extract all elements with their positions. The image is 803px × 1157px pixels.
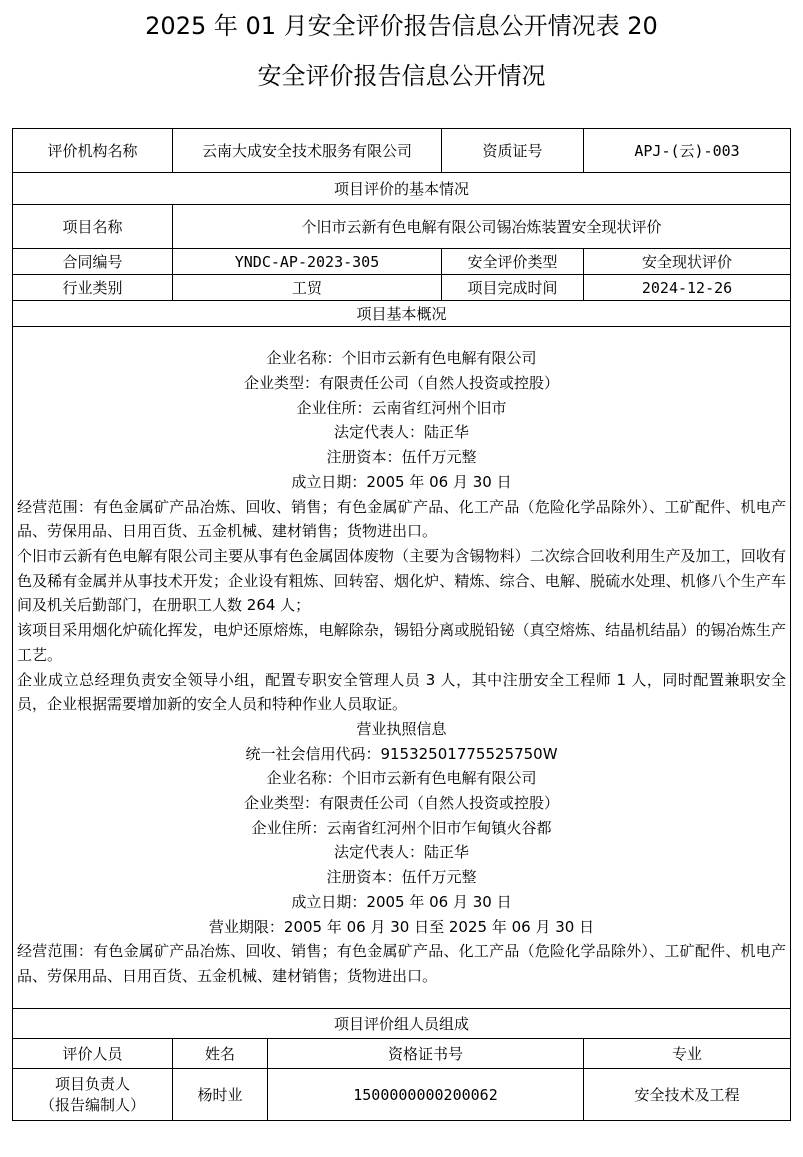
license-line: 企业类型：有限责任公司（自然人投资或控股） [244,794,560,813]
team-member-major: 安全技术及工程 [584,1069,791,1121]
license-line: 注册资本：伍仟万元整 [326,868,477,887]
overview-row [13,327,791,1009]
team-member-role [13,1069,173,1121]
basic-section-title: 项目评价的基本情况 [13,173,791,205]
completion-value: 2024-12-26 [584,275,791,301]
team-section-title: 项目评价组人员组成 [13,1009,791,1039]
role-line: （报告编制人） [39,1095,145,1114]
company-description: 个旧市云新有色电解有限公司主要从事有色金属固体废物（主要为含锡物料）二次综合回收利用生产及加工，回收有色及稀有金属并从事技术开发；企业设有粗炼、回转窑、烟化炉、精炼、综合、电解、脱硫水处理、机修八个生产车间及机关后勤部门，在册职工人数 264 人； [17,546,787,615]
overview-line: 企业名称：个旧市云新有色电解有限公司 [266,349,537,368]
business-scope: 经营范围：有色金属矿产品冶炼、回收、销售；有色金属矿产品、化工产品（危险化学品除外）、工矿配件、机电产品、劳保用品、日用百货、五金机械、建材销售；货物进出口。 [17,497,787,541]
role-line: 项目负责人 [54,1074,130,1093]
industry-label: 行业类别 [13,275,173,301]
license-line: 法定代表人：陆正华 [334,843,470,862]
project-row [13,205,791,249]
license-line: 企业名称：个旧市云新有色电解有限公司 [266,769,537,788]
overview-section-row [13,301,791,327]
eval-type-value: 安全现状评价 [584,249,791,275]
industry-value: 工贸 [173,275,442,301]
team-header-major: 专业 [584,1039,791,1069]
document-title: 2025 年 01 月安全评价报告信息公开情况表 20 [145,12,658,40]
overview-line: 法定代表人：陆正华 [334,423,470,442]
team-member-row [13,1069,791,1121]
overview-line: 企业住所：云南省红河州个旧市 [296,398,507,417]
overview-line: 成立日期：2005 年 06 月 30 日 [291,472,512,491]
project-name-label: 项目名称 [13,205,173,249]
team-header-role: 评价人员 [13,1039,173,1069]
overview-content [13,327,791,1009]
eval-type-label: 安全评价类型 [442,249,584,275]
license-line: 成立日期：2005 年 06 月 30 日 [291,892,512,911]
team-section-row [13,1009,791,1039]
project-name-value: 个旧市云新有色电解有限公司锡冶炼装置安全现状评价 [173,205,791,249]
license-business-scope: 经营范围：有色金属矿产品冶炼、回收、销售；有色金属矿产品、化工产品（危险化学品除外）、工矿配件、机电产品、劳保用品、日用百货、五金机械、建材销售；货物进出口。 [17,942,787,985]
org-name-label: 评价机构名称 [13,129,173,173]
org-row [13,129,791,173]
document-subtitle: 安全评价报告信息公开情况 [257,62,546,90]
completion-label: 项目完成时间 [442,275,584,301]
team-header-cert: 资格证书号 [268,1039,584,1069]
team-header-name: 姓名 [173,1039,268,1069]
license-line: 营业期限：2005 年 06 月 30 日至 2025 年 06 月 30 日 [208,917,595,936]
contract-row [13,249,791,275]
org-name-value: 云南大成安全技术服务有限公司 [173,129,442,173]
basic-section-row [13,173,791,205]
overview-line: 企业类型：有限责任公司（自然人投资或控股） [244,374,560,393]
safety-management: 企业成立总经理负责安全领导小组，配置专职安全管理人员 3 人，其中注册安全工程师 1 人，同时配置兼职安全员，企业根据需要增加新的安全人员和特种作业人员取证。 [17,670,787,714]
contract-label: 合同编号 [13,249,173,275]
cert-value: APJ-(云)-003 [584,129,791,173]
overview-line: 注册资本：伍仟万元整 [326,448,477,467]
team-member-name: 杨时业 [173,1069,268,1121]
license-line: 企业住所：云南省红河州个旧市乍甸镇火谷都 [251,818,552,837]
cert-label: 资质证号 [442,129,584,173]
contract-value: YNDC-AP-2023-305 [173,249,442,275]
overview-section-title: 项目基本概况 [13,301,791,327]
info-table [12,128,791,1121]
team-member-cert: 1500000000200062 [268,1069,584,1121]
team-header-row [13,1039,791,1069]
license-line: 统一社会信用代码：91532501775525750W [245,744,558,763]
industry-row [13,275,791,301]
license-heading: 营业执照信息 [356,719,447,738]
process-description: 该项目采用烟化炉硫化挥发，电炉还原熔炼，电解除杂，锡铅分离或脱铅铋（真空熔炼、结晶机结晶）的锡冶炼生产工艺。 [17,621,787,664]
